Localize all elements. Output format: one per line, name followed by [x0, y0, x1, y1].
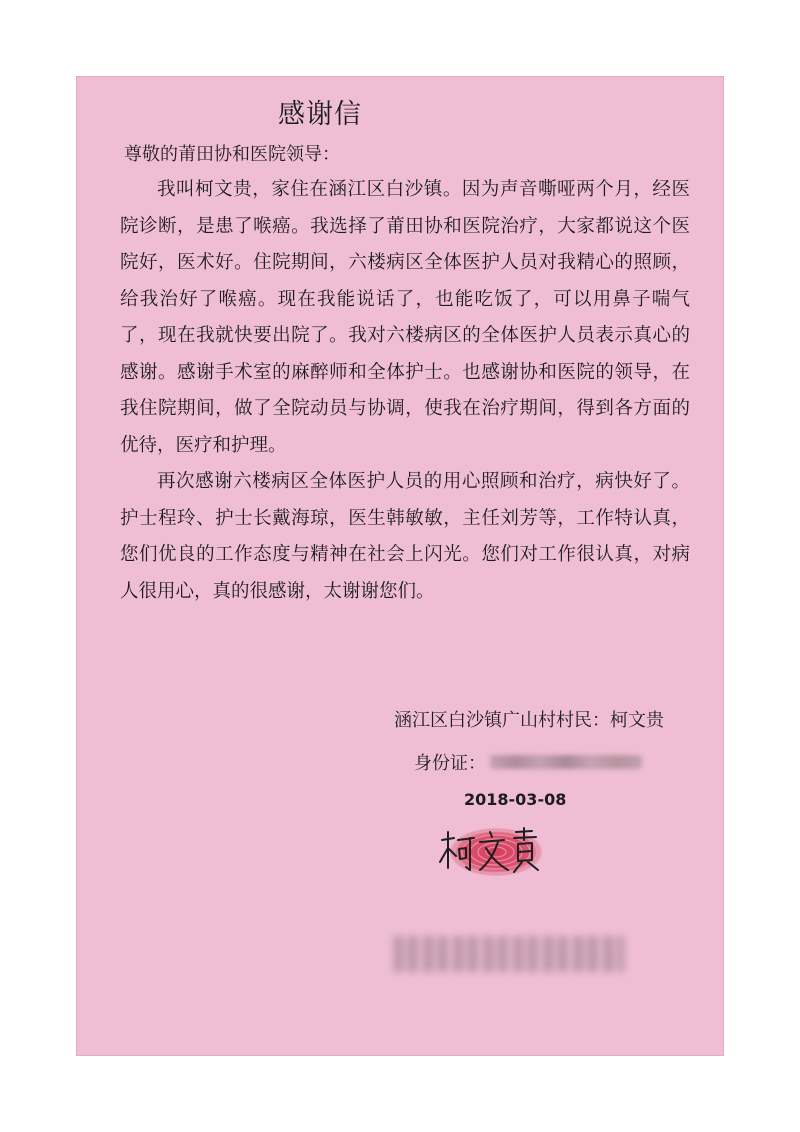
redacted-handwriting — [394, 936, 624, 972]
signature-line: 涵江区白沙镇广山村村民：柯文贵 — [394, 710, 664, 731]
redacted-id-number — [490, 755, 642, 769]
id-label: 身份证： — [414, 753, 486, 774]
letter-paragraph-1: 我叫柯文贵，家住在涵江区白沙镇。因为声音嘶哑两个月，经医院诊断，是患了喉癌。我选择了莆田协和医院治疗，大家都说这个医院好，医术好。住院期间，六楼病区全体医护人员对我精心的照顾，给我治好了喉癌。现在我能说话了，也能吃饭了，可以用鼻子喘气了，现在我就快要出院了。我对六楼病区的全体医护人员表示真心的感谢。感谢手术室的麻醉师和全体护士。也感谢协和医院的领导，在我住院期间，做了全院动员与协调，使我在治疗期间，得到各方面的优待，医疗和护理。 — [120, 179, 690, 456]
signature-with-fingerprint — [428, 818, 548, 888]
letter-title: 感谢信 — [278, 99, 362, 130]
letter-body — [120, 172, 690, 610]
letter-date: 2018-03-08 — [464, 790, 567, 809]
letter-paper — [76, 76, 724, 1056]
id-line — [414, 749, 642, 775]
letter-paragraph-2: 再次感谢六楼病区全体医护人员的用心照顾和治疗，病快好了。护士程玲、护士长戴海琼，医生韩敏敏，主任刘芳等，工作特认真，您们优良的工作态度与精神在社会上闪光。您们对工作很认真，对病人很用心，真的很感谢，太谢谢您们。 — [120, 471, 690, 602]
handwritten-signature — [428, 818, 548, 888]
letter-salutation: 尊敬的莆田协和医院领导： — [124, 144, 340, 165]
